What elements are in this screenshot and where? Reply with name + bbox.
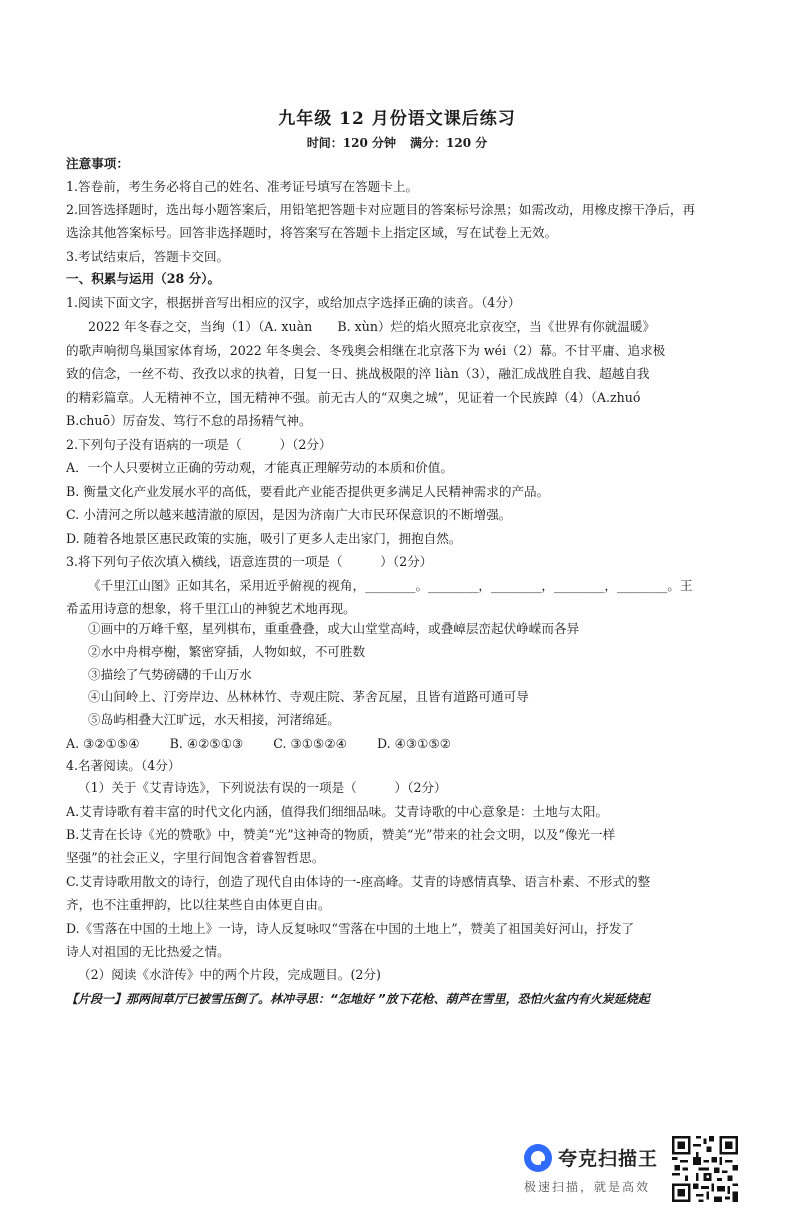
q2-option-c: C. 小清河之所以越来越清澈的原因，是因为济南广大市民环保意识的不断增强。 [66,507,512,522]
note-2a: 2.回答选择题时，选出每小题答案后，用铅笔把答题卡对应题目的答案标号涂黑；如需改动，用橡皮擦干净后，再 [66,202,696,217]
q4-excerpt-1: 【片段一】那两间草厅已被雪压倒了。林冲寻思：“怎地好 ”放下花枪、葫芦在雪里，恐怕火盆内有火炭延烧起 [66,992,650,1006]
scanner-watermark [524,1142,664,1202]
q3-option-b: B. ④②⑤①③ [169,736,244,751]
q3-passage-line: 希孟用诗意的想象，将千里江山的神貌艺术地再现。 [66,601,356,616]
q3-sentence-4: ④山间岭上、汀旁岸边、丛林林竹、寺观庄院、茅舍瓦屋，且皆有道路可通可导 [88,689,529,704]
q3-options [66,735,734,753]
note-3: 3.考试结束后，答题卡交回。 [66,249,230,264]
qr-code-icon [672,1136,738,1202]
q3-sentence-2: ②水中舟楫亭榭，繁密穿插，人物如蚁，不可胜数 [88,644,366,659]
q4-sub1-stem: （1）关于《艾青诗选》，下列说法有误的一项是（ ）（2分） [78,780,447,795]
q4-option-a: A.艾青诗歌有着丰富的时代文化内涵，值得我们细细品味。艾青诗歌的中心意象是：土地与太阳。 [66,804,609,819]
q4-option-d: D.《雪落在中国的土地上》一诗，诗人反复咏叹“雪落在中国的土地上”，赞美了祖国美好河山，抒发了 [66,921,635,936]
q4-stem: 4.名著阅读。（4分） [66,758,181,773]
q2-option-a: A．一个人只要树立正确的劳动观，才能真正理解劳动的本质和价值。 [66,460,453,475]
watermark-slogan: 极速扫描，就是高效 [524,1180,651,1194]
q3-passage-line: 《千里江山图》正如其名，采用近乎俯视的视角，________。________，________，________，________。王 [88,578,693,593]
q3-sentence-3: ③描绘了气势磅礴的千山万水 [88,667,252,682]
q1-passage-line: 致的信念，一丝不苟、孜孜以求的执着，日复一日、挑战极限的淬 liàn（3），融汇成战胜自我、超越自我 [66,366,650,381]
q1-passage-line: 的精彩篇章。人无精神不立，国无精神不强。前无古人的“双奥之城”，见证着一个民族踔（4）（A.zhuó [66,390,641,405]
watermark-brand: 夸克扫描王 [558,1148,659,1170]
q2-option-d: D. 随着各地景区惠民政策的实施，吸引了更多人走出家门，拥抱自然。 [66,531,462,546]
q1-passage-line: 2022 年冬春之交，当绚（1）（A. xuàn B. xùn）烂的焰火照亮北京夜空，当《世界有你就温暖》 [88,319,656,334]
q3-option-d: D. ④③①⑤② [376,736,452,751]
exam-time: 时间：120 分钟 [306,136,396,150]
q3-stem: 3.将下列句子依次填入横线，语意连贯的一项是（ ）（2分） [66,554,433,569]
q4-option-c: C.艾青诗歌用散文的诗行，创造了现代自由体诗的一-座高峰。艾青的诗感情真挚、语言朴素、不形式的整 [66,874,651,889]
q4-option-b: B.艾青在长诗《光的赞歌》中，赞美“光”这神奇的物质，赞美“光”带来的社会文明，以及“像光一样 [66,827,616,842]
q3-sentence-5: ⑤岛屿相叠大江旷远，水天相接，河渚绵延。 [88,712,340,727]
note-1: 1.答卷前，考生务必将自己的姓名、准考证号填写在答题卡上。 [66,179,419,194]
note-2b: 选涂其他答案标号。回答非选择题时，将答案写在答题卡上指定区域，写在试卷上无效。 [66,225,558,240]
exam-meta [0,134,794,151]
q4-option-d-cont: 诗人对祖国的无比热爱之情。 [66,944,230,959]
q3-option-a: A. ③②①⑤④ [66,736,140,751]
q1-passage-line: B.chuō）厉奋发、笃行不怠的昂扬精气神。 [66,413,312,428]
q1-stem: 1.阅读下面文字，根据拼音写出相应的汉字，或给加点字选择正确的读音。（4分） [66,295,521,310]
section-1-heading: 一、积累与运用（28 分）。 [66,271,221,286]
q4-sub2-stem: （2）阅读《水浒传》中的两个片段，完成题目。(2分) [78,967,381,982]
exam-score: 满分：120 分 [410,136,488,150]
q3-sentence-1: ①画中的万峰千壑，星列棋布，重重叠叠，或大山堂堂高峙，或叠嶂层峦起伏峥嵘而各异 [88,621,580,636]
q4-option-b-cont: 坚强”的社会正义，字里行间饱含着睿智哲思。 [66,850,325,865]
quark-logo-icon [524,1144,552,1172]
notes-heading: 注意事项： [66,156,129,171]
q1-passage-line: 的歌声响彻鸟巢国家体育场，2022 年冬奥会、冬残奥会相继在北京落下为 wéi（2）幕。不甘平庸、追求极 [66,343,666,358]
q2-option-b: B. 衡量文化产业发展水平的高低，要看此产业能否提供更多满足人民精神需求的产品。 [66,484,550,499]
page-title: 九年级 12 月份语文课后练习 [278,109,516,129]
q2-stem: 2.下列句子没有语病的一项是（ ）（2分） [66,437,332,452]
q3-option-c: C. ③①⑤②④ [273,736,347,751]
q4-option-c-cont: 齐，也不注重押韵，比以往某些自由体更自由。 [66,897,331,912]
